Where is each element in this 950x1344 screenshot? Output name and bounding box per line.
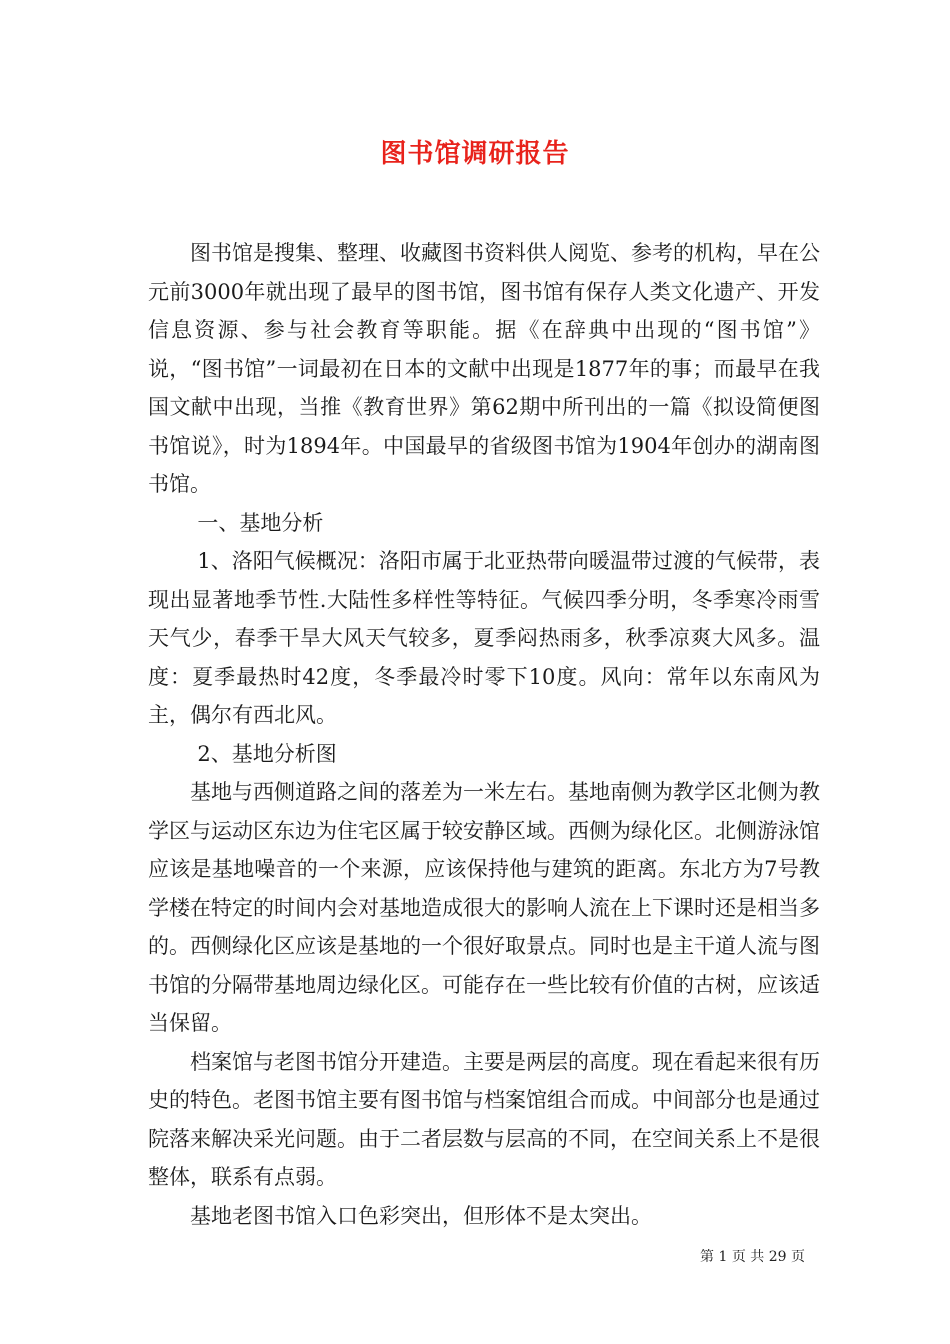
document-title: 图书馆调研报告 bbox=[380, 139, 570, 169]
site-description-paragraph: 基地与西侧道路之间的落差为一米左右。基地南侧为教学区北侧为教学区与运动区东边为住宅区属于较安静区域。西侧为绿化区。北侧游泳馆应该是基地噪音的一个来源，应该保持他与建筑的距离。东北方为7号教学楼在特定的时间内会对基地造成很大的影响人流在上下课时还是相当多的。西侧绿化区应该是基地的一个很好取景点。同时也是主干道人流与图书馆的分隔带基地周边绿化区。可能存在一些比较有价值的古树，应该适当保留。 bbox=[148, 780, 820, 1035]
intro-paragraph: 图书馆是搜集、整理、收藏图书资料供人阅览、参考的机构，早在公元前3000年就出现了最早的图书馆，图书馆有保存人类文化遗产、开发信息资源、参与社会教育等职能。据《在辞典中出现的“图书馆”》说，“图书馆”一词最初在日本的文献中出现是1877年的事；而最早在我国文献中出现，当推《教育世界》第62期中所刊出的一篇《拟设简便图书馆说》，时为1894年。中国最早的省级图书馆为1904年创办的湖南图书馆。 bbox=[148, 241, 820, 496]
entrance-paragraph: 基地老图书馆入口色彩突出，但形体不是太突出。 bbox=[190, 1203, 652, 1228]
document-body bbox=[148, 234, 820, 1235]
section-heading-site-analysis: 一、基地分析 bbox=[197, 510, 324, 535]
archive-library-paragraph: 档案馆与老图书馆分开建造。主要是两层的高度。现在看起来很有历史的特色。老图书馆主要有图书馆与档案馆组合而成。中间部分也是通过院落来解决采光问题。由于二者层数与层高的不同，在空间关系上不是很整体，联系有点弱。 bbox=[148, 1049, 820, 1189]
subheading-site-map: 2、基地分析图 bbox=[197, 741, 337, 766]
page-number-footer: 第 1 页 共 29 页 bbox=[700, 1249, 805, 1265]
climate-paragraph: 1、洛阳气候概况：洛阳市属于北亚热带向暖温带过渡的气候带，表现出显著地季节性.大陆性多样性等特征。气候四季分明，冬季寒冷雨雪天气少，春季干旱大风天气较多，夏季闷热雨多，秋季凉爽大风多。温度：夏季最热时42度，冬季最冷时零下10度。风向：常年以东南风为主，偶尔有西北风。 bbox=[148, 549, 820, 727]
